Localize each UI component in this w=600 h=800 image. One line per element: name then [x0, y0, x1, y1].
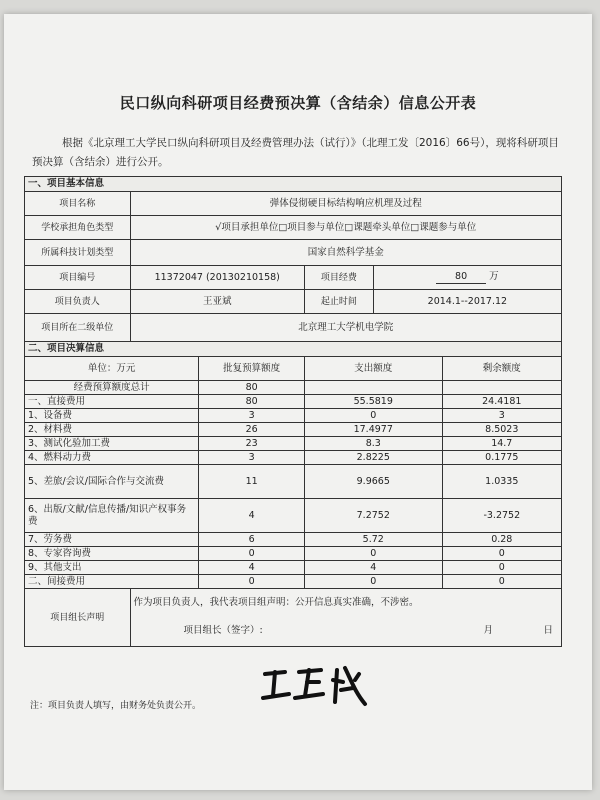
budget-remaining: 0.1775: [442, 451, 561, 465]
budget-row: [25, 575, 562, 589]
budget-approved: 4: [199, 499, 305, 533]
budget-item-label: 1、设备费: [25, 409, 199, 423]
declaration-sign-line: [134, 625, 558, 639]
column-header-unit: 单位：万元: [25, 357, 199, 381]
budget-approved: 80: [199, 395, 305, 409]
plan-label: 所属科技计划类型: [25, 240, 131, 266]
budget-remaining: 14.7: [442, 437, 561, 451]
budget-approved: 6: [199, 533, 305, 547]
section2-header: 二、项目决算信息: [25, 342, 562, 357]
budget-approved: 11: [199, 465, 305, 499]
role-value: √项目承担单位□项目参与单位□课题牵头单位□课题参与单位: [130, 216, 561, 240]
budget-row: [25, 381, 562, 395]
document-sheet: [4, 14, 592, 790]
role-label: 学校承担角色类型: [25, 216, 131, 240]
budget-approved: 26: [199, 423, 305, 437]
budget-row: [25, 499, 562, 533]
budget-row: [25, 395, 562, 409]
project-name-value: 弹体侵彻硬目标结构响应机理及过程: [130, 192, 561, 216]
budget-row: [25, 409, 562, 423]
section1-header: 一、项目基本信息: [25, 177, 562, 192]
budget-item-label: 经费预算额度总计: [25, 381, 199, 395]
budget-spent: 0: [304, 409, 442, 423]
budget-spent: 7.2752: [304, 499, 442, 533]
budget-approved: 0: [199, 547, 305, 561]
budget-item-label: 3、测试化验加工费: [25, 437, 199, 451]
budget-approved: 80: [199, 381, 305, 395]
budget-approved: 3: [199, 409, 305, 423]
budget-remaining: [442, 381, 561, 395]
budget-spent: 8.3: [304, 437, 442, 451]
budget-approved: 23: [199, 437, 305, 451]
column-header-remaining: 剩余额度: [442, 357, 561, 381]
declaration-text: 作为项目负责人，我代表项目组声明：公开信息真实准确，不涉密。: [133, 596, 419, 608]
budget-spent: 2.8225: [304, 451, 442, 465]
budget-item-label: 7、劳务费: [25, 533, 199, 547]
budget-item-label: 5、差旅/会议/国际合作与交流费: [25, 465, 199, 499]
leader-label: 项目负责人: [25, 290, 131, 314]
budget-spent: 4: [304, 561, 442, 575]
budget-remaining: 8.5023: [442, 423, 561, 437]
budget-remaining: 0: [442, 547, 561, 561]
budget-row: [25, 533, 562, 547]
budget-spent: 9.9665: [304, 465, 442, 499]
budget-row: [25, 423, 562, 437]
budget-rows: [25, 381, 562, 589]
budget-approved: 0: [199, 575, 305, 589]
budget-remaining: 3: [442, 409, 561, 423]
funding-unit: 万: [489, 271, 499, 282]
budget-item-label: 一、直接费用: [25, 395, 199, 409]
budget-spent: 17.4977: [304, 423, 442, 437]
footnote: 注：项目负责人填写，由财务处负责公开。: [30, 701, 202, 711]
department-label: 项目所在二级单位: [25, 314, 131, 342]
department-value: 北京理工大学机电学院: [130, 314, 561, 342]
handwritten-signature: [259, 660, 369, 710]
declaration-cell: [130, 589, 561, 647]
funding-value: 80: [436, 271, 486, 284]
budget-spent: 55.5819: [304, 395, 442, 409]
funding-cell: [373, 266, 561, 290]
budget-row: [25, 547, 562, 561]
budget-approved: 4: [199, 561, 305, 575]
period-label: 起止时间: [304, 290, 373, 314]
budget-remaining: 0: [442, 575, 561, 589]
project-number-label: 项目编号: [25, 266, 131, 290]
sign-label: 项目组长（签字）:: [183, 624, 263, 636]
plan-value: 国家自然科学基金: [130, 240, 561, 266]
budget-spent: 0: [304, 547, 442, 561]
info-table: [24, 176, 562, 647]
budget-item-label: 二、间接费用: [25, 575, 199, 589]
budget-remaining: 24.4181: [442, 395, 561, 409]
column-header-approved: 批复预算额度: [199, 357, 305, 381]
budget-item-label: 8、专家咨询费: [25, 547, 199, 561]
budget-row: [25, 437, 562, 451]
budget-row: [25, 465, 562, 499]
period-value: 2014.1--2017.12: [373, 290, 561, 314]
budget-item-label: 2、材料费: [25, 423, 199, 437]
budget-approved: 3: [199, 451, 305, 465]
leader-value: 王亚斌: [130, 290, 304, 314]
budget-spent: [304, 381, 442, 395]
project-number-value: 11372047 (20130210158): [130, 266, 304, 290]
budget-remaining: 0.28: [442, 533, 561, 547]
document-title: 民口纵向科研项目经费预决算（含结余）信息公开表: [119, 94, 477, 112]
budget-remaining: 0: [442, 561, 561, 575]
project-name-label: 项目名称: [25, 192, 131, 216]
budget-remaining: 1.0335: [442, 465, 561, 499]
budget-item-label: 9、其他支出: [25, 561, 199, 575]
budget-item-label: 6、出版/文献/信息传播/知识产权事务费: [25, 499, 199, 533]
intro-paragraph: 根据《北京理工大学民口纵向科研项目及经费管理办法（试行）》（北理工发〔2016〕66号），现将科研项目预决算（含结余）进行公开。: [32, 137, 559, 168]
budget-spent: 0: [304, 575, 442, 589]
budget-spent: 5.72: [304, 533, 442, 547]
budget-row: [25, 451, 562, 465]
declaration-label: 项目组长声明: [25, 589, 131, 647]
funding-label: 项目经费: [304, 266, 373, 290]
month-label: 月: [483, 624, 494, 636]
budget-item-label: 4、燃料动力费: [25, 451, 199, 465]
budget-remaining: -3.2752: [442, 499, 561, 533]
day-label: 日: [543, 624, 554, 636]
budget-row: [25, 561, 562, 575]
column-header-spent: 支出额度: [304, 357, 442, 381]
